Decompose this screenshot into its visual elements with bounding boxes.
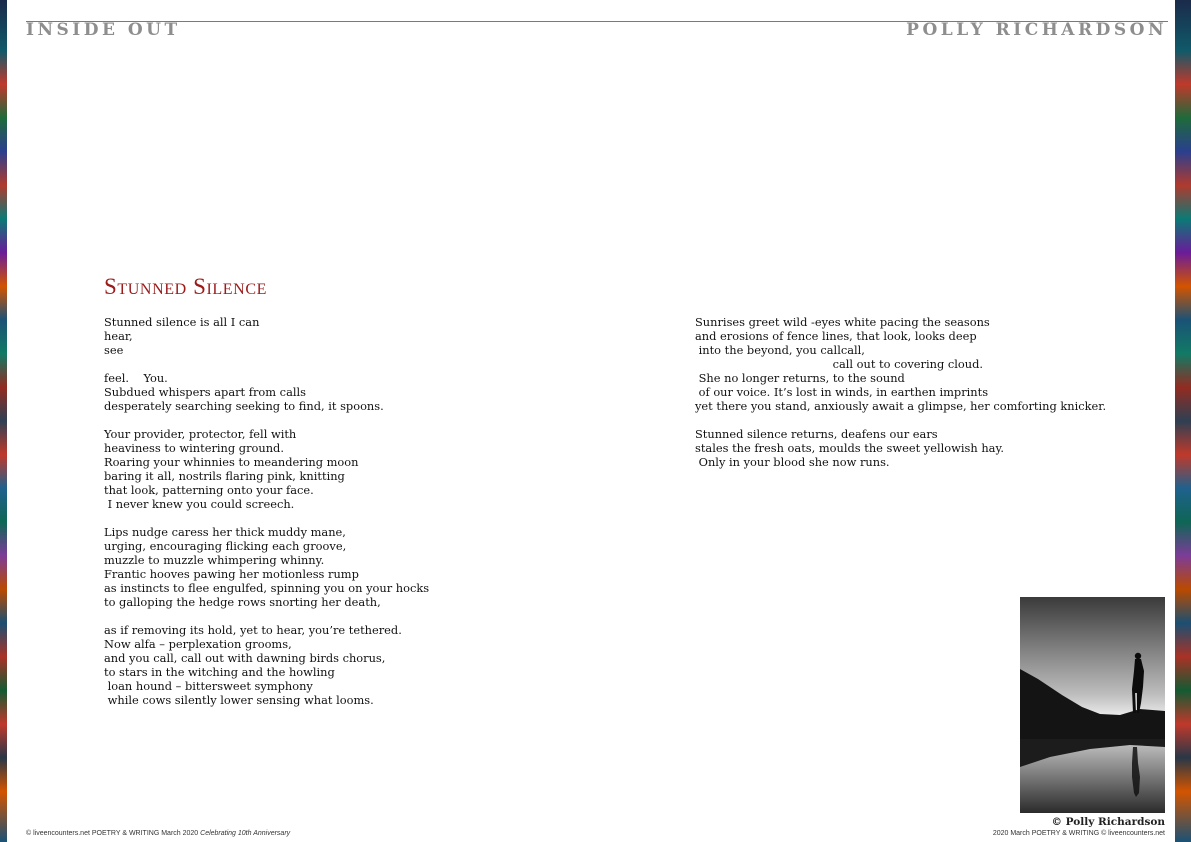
left-decorative-edge: [0, 0, 7, 842]
poem-line: and erosions of fence lines, that look, looks deep: [695, 329, 977, 343]
poem-line: call out to covering cloud.: [695, 357, 983, 371]
poem-line: Lips nudge caress her thick muddy mane,: [104, 525, 346, 539]
poem-line: into the beyond, you callcall,: [695, 343, 865, 357]
poem-line: as instincts to flee engulfed, spinning you on your hocks: [104, 581, 430, 595]
poem-line: desperately searching seeking to find, it spoons.: [104, 399, 384, 413]
poem-line: while cows silently lower sensing what looms.: [104, 693, 374, 707]
poem-line: Now alfa – perplexation grooms,: [104, 637, 292, 651]
poem-line: [104, 413, 429, 427]
poem-line: feel. You.: [104, 371, 168, 385]
poem-line: as if removing its hold, yet to hear, you’re tethered.: [104, 623, 402, 637]
poem-line: baring it all, nostrils flaring pink, knitting: [104, 469, 345, 483]
poem-line: Stunned silence is all I can: [104, 315, 260, 329]
author-name-header: POLLY RICHARDSON: [906, 20, 1167, 40]
poem-line: to stars in the witching and the howling: [104, 665, 335, 679]
poem-line: Frantic hooves pawing her motionless rump: [104, 567, 359, 581]
poem-line: Only in your blood she now runs.: [695, 455, 890, 469]
poem-line: [104, 609, 429, 623]
poem-title: Stunned Silence: [104, 274, 267, 299]
poem-line: loan hound – bittersweet symphony: [104, 679, 313, 693]
poem-line: Your provider, protector, fell with: [104, 427, 297, 441]
poem-line: [104, 357, 429, 371]
poem-line: [104, 511, 429, 525]
poem-line: see: [104, 343, 124, 357]
right-decorative-edge: [1175, 0, 1191, 842]
poem-line: Subdued whispers apart from calls: [104, 385, 306, 399]
poem-column-right: [695, 315, 1106, 469]
poem-line: to galloping the hedge rows snorting her death,: [104, 595, 381, 609]
poem-line: She no longer returns, to the sound: [695, 371, 905, 385]
poem-line: that look, patterning onto your face.: [104, 483, 314, 497]
poem-line: Roaring your whinnies to meandering moon: [104, 455, 359, 469]
poem-line: I never knew you could screech.: [104, 497, 295, 511]
photo-credit: © Polly Richardson: [1051, 816, 1165, 828]
footer-left: [26, 830, 290, 837]
poem-line: stales the fresh oats, moulds the sweet yellowish hay.: [695, 441, 1004, 455]
footer-right: 2020 March POETRY & WRITING © liveencounters.net: [992, 830, 1165, 837]
poem-column-left: [104, 315, 429, 707]
poem-line: urging, encouraging flicking each groove,: [104, 539, 347, 553]
footer-left-text: © liveencounters.net POETRY & WRITING March 2020: [26, 830, 201, 837]
footer-anniversary: Celebrating 10th Anniversary: [200, 830, 291, 837]
poem-line: Sunrises greet wild -eyes white pacing the seasons: [695, 315, 990, 329]
poem-line: [695, 413, 1106, 427]
poem-line: heaviness to wintering ground.: [104, 441, 284, 455]
poem-line: muzzle to muzzle whimpering whinny.: [104, 553, 325, 567]
poem-line: yet there you stand, anxiously await a glimpse, her comforting knicker.: [695, 399, 1107, 413]
poem-line: of our voice. It’s lost in winds, in earthen imprints: [695, 385, 989, 399]
silhouette-photo: [1020, 597, 1165, 813]
poem-line: hear,: [104, 329, 133, 343]
poem-line: and you call, call out with dawning birds chorus,: [104, 651, 386, 665]
poem-line: Stunned silence returns, deafens our ears: [695, 427, 938, 441]
magazine-section-title: INSIDE OUT: [26, 20, 181, 40]
